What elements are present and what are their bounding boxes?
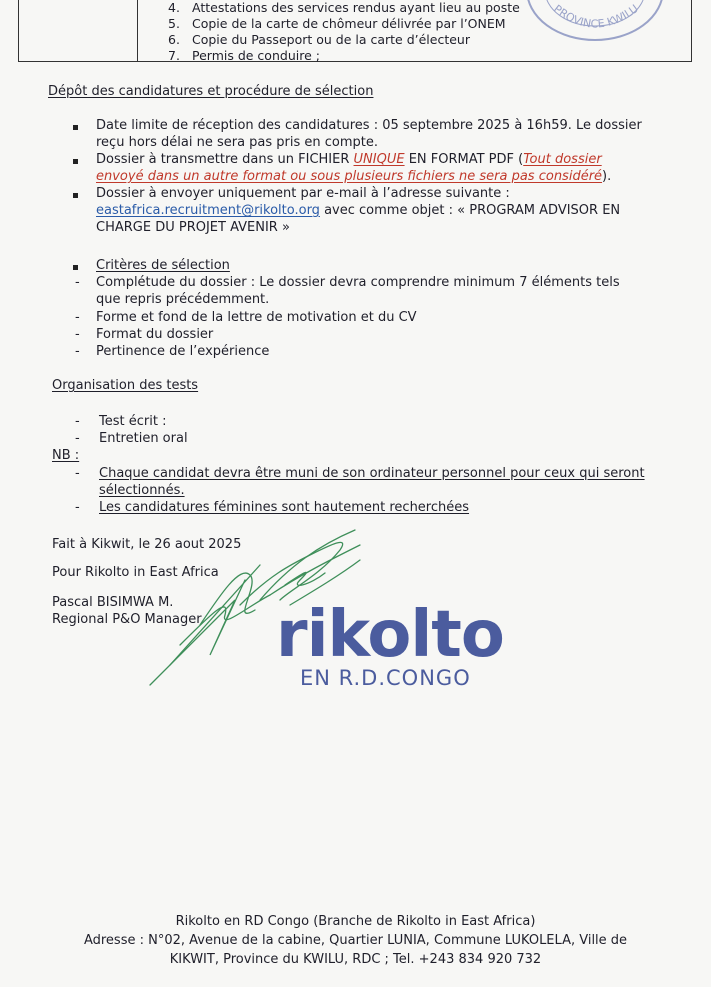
signatory-name: Pascal BISIMWA M. (52, 595, 174, 610)
deadline-line-2: reçu hors délai ne sera pas pris en compte. (96, 135, 379, 150)
rikolto-logo-subtitle: EN R.D.CONGO (300, 666, 471, 690)
handwritten-signature (140, 505, 370, 695)
footer-line-3: KIKWIT, Province du KWILU, RDC ; Tel. +243 834 920 732 (169, 952, 542, 967)
file-format-text: ). (602, 169, 612, 184)
requirement-text: Permis de conduire ; (192, 48, 320, 63)
requirement-number: 7. (168, 48, 180, 63)
unique-emphasis: UNIQUE (353, 152, 405, 167)
dash-icon: - (75, 310, 80, 325)
requirement-item (168, 48, 320, 63)
criteria-item: Pertinence de l’expérience (96, 344, 270, 359)
requirement-text: Copie de la carte de chômeur délivrée par l’ONEM (192, 16, 506, 31)
requirement-number: 5. (168, 16, 180, 31)
email-line-2 (96, 203, 620, 218)
svg-text:PROVINCE KWILU (551, 2, 641, 31)
file-format-line-1 (96, 152, 602, 167)
place-date: Fait à Kikwit, le 26 aout 2025 (52, 537, 242, 552)
criteria-item: Complétude du dossier : Le dossier devra comprendre minimum 7 éléments tels (96, 275, 620, 290)
requirement-item (168, 16, 506, 31)
signatory-title: Regional P&O Manager (52, 612, 202, 627)
nb-item-1-line-2: sélectionnés. (99, 483, 185, 498)
footer-line-2: Adresse : N°02, Avenue de la cabine, Quartier LUNIA, Commune LUKOLELA, Ville de (83, 933, 628, 948)
rikolto-logo: rikolto (276, 598, 504, 672)
footer-line-1: Rikolto en RD Congo (Branche de Rikolto in East Africa) (175, 914, 536, 929)
signatory-org: Pour Rikolto in East Africa (52, 565, 219, 580)
email-subject-text: avec comme objet : « PROGRAM ADVISOR EN (319, 203, 621, 218)
dash-icon: - (75, 466, 80, 481)
stamp-text: PROVINCE KWILU (551, 1, 641, 31)
tests-heading: Organisation des tests (52, 378, 199, 393)
depot-heading: Dépôt des candidatures et procédure de sélection (48, 84, 374, 99)
requirement-item (168, 32, 470, 47)
file-format-text: EN FORMAT PDF ( (404, 152, 524, 167)
email-line-1: Dossier à envoyer uniquement par e-mail à l’adresse suivante : (96, 186, 510, 201)
requirement-number: 4. (168, 0, 180, 15)
dash-icon: - (75, 414, 80, 429)
nb-heading: NB : (52, 448, 80, 463)
nb-item-2: Les candidatures féminines sont hautement recherchées (99, 500, 470, 515)
requirement-text: Copie du Passeport ou de la carte d’électeur (192, 32, 470, 47)
criteria-item: Forme et fond de la lettre de motivation et du CV (96, 310, 417, 325)
dash-icon: - (75, 327, 80, 342)
dash-icon: - (75, 344, 80, 359)
test-item: Test écrit : (99, 414, 167, 429)
bullet-icon (73, 159, 78, 164)
deadline-line-1: Date limite de réception des candidatures : 05 septembre 2025 à 16h59. Le dossier (96, 118, 642, 133)
rejection-warning: envoyé dans un autre format ou sous plusieurs fichiers ne sera pas considéré (96, 169, 603, 184)
email-line-3: CHARGE DU PROJET AVENIR » (96, 220, 290, 235)
criteria-item: que repris précédemment. (96, 292, 270, 307)
dash-icon: - (75, 431, 80, 446)
email-link[interactable]: eastafrica.recruitment@rikolto.org (96, 203, 320, 218)
bullet-icon (73, 193, 78, 198)
province-stamp (520, 0, 670, 50)
criteria-heading: Critères de sélection (96, 258, 230, 273)
rejection-warning: Tout dossier (523, 152, 602, 167)
file-format-text: Dossier à transmettre dans un FICHIER (96, 152, 354, 167)
bullet-icon (73, 265, 78, 270)
bullet-icon (73, 125, 78, 130)
requirement-text: Attestations des services rendus ayant lieu au poste (192, 0, 520, 15)
requirement-item (168, 0, 520, 15)
dash-icon: - (75, 500, 80, 515)
table-divider (137, 0, 138, 61)
nb-item-1-line-1: Chaque candidat devra être muni de son ordinateur personnel pour ceux qui seront (99, 466, 645, 481)
dash-icon: - (75, 275, 80, 290)
file-format-line-2 (96, 169, 611, 184)
test-item: Entretien oral (99, 431, 188, 446)
requirement-number: 6. (168, 32, 180, 47)
criteria-item: Format du dossier (96, 327, 214, 342)
